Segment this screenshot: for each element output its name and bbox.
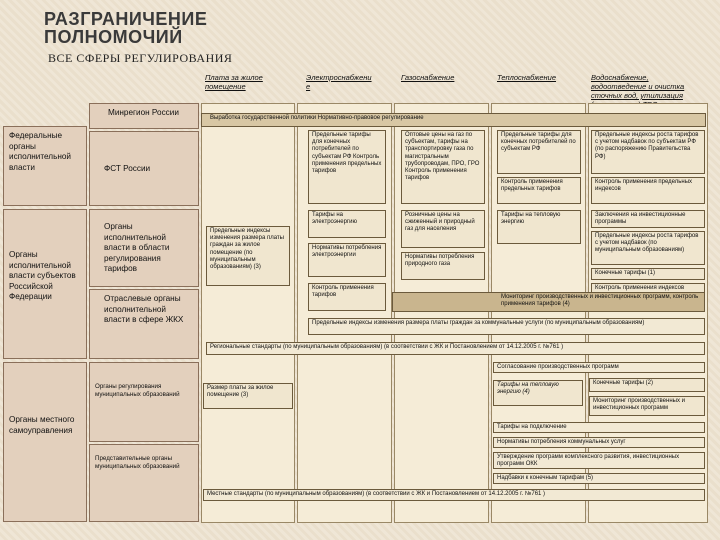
box-regional-gas-norms: Нормативы потребления природного газа bbox=[401, 252, 485, 280]
box-local-monitoring: Мониторинг производственных и инвестиционных программ bbox=[589, 396, 705, 416]
box-regional-electricity-tariffs: Тарифы на электроэнергию bbox=[308, 210, 386, 238]
box-regional-heat: Тарифы на тепловую энергию bbox=[497, 210, 581, 244]
box-regional-water-final: Конечные тарифы (1) bbox=[591, 268, 705, 280]
column-header-housing: Плата за жилое помещение bbox=[205, 73, 263, 91]
column-header-heat: Теплоснабжение bbox=[497, 73, 557, 82]
body-sectoral: Отраслевые органы исполнительной власти в сфере ЖКХ bbox=[89, 289, 199, 359]
body-minregion: Минрегион России bbox=[89, 103, 199, 129]
box-federal-heat: Предельные тарифы для конечных потребителей по субъектам РФ bbox=[497, 130, 581, 174]
label-federal: Федеральные органы исполнительной власти bbox=[3, 126, 87, 206]
box-regional-water-indexes: Предельные индексы роста тарифов с учетом надбавок (по муниципальным образованиям) bbox=[591, 231, 705, 265]
box-regional-water-control: Контроль применения индексов bbox=[591, 283, 705, 293]
box-utility-indexes: Предельные индексы изменения размера платы граждан за коммунальные услуги (по муниципальным образованиям) bbox=[308, 318, 705, 335]
body-fst: ФСТ России bbox=[89, 131, 199, 206]
box-regional-water-conclusions: Заключения на инвестиционные программы bbox=[591, 210, 705, 228]
label-regional: Органы исполнительной власти субъектов Российской Федерации bbox=[3, 209, 87, 359]
box-local-standards: Местные стандарты (по муниципальным образованиям) (в соответствии с ЖК и Постановлением от 14.12.2005 г. №761 ) bbox=[203, 489, 705, 501]
box-federal-water-control: Контроль применения предельных индексов bbox=[591, 177, 705, 204]
box-federal-water: Предельные индексы роста тарифов с учетом надбавок по субъектам РФ (по распоряжению Правительства РФ) bbox=[591, 130, 705, 174]
box-norms-utilities: Нормативы потребления коммунальных услуг bbox=[493, 437, 705, 448]
box-connection: Тарифы на подключение bbox=[493, 422, 705, 433]
body-regional-tariff: Органы исполнительной власти в области регулирования тарифов bbox=[89, 209, 199, 287]
page-subtitle: ВСЕ СФЕРЫ РЕГУЛИРОВАНИЯ bbox=[48, 51, 233, 65]
box-approval-programs: Согласование производственных программ bbox=[493, 362, 705, 373]
box-state-policy: Выработка государственной политики Нормативно-правовое регулирование bbox=[201, 113, 706, 127]
box-local-housing: Размер платы за жилое помещение (3) bbox=[203, 383, 293, 409]
box-regional-housing: Предельные индексы изменения размера платы граждан за жилое помещение (по муниципальным образованиям) (3) bbox=[206, 226, 290, 286]
box-regional-gas-retail: Розничные цены на сжиженный и природный газ для населения bbox=[401, 210, 485, 248]
box-regional-electricity-norms: Нормативы потребления электроэнергии bbox=[308, 243, 386, 277]
box-federal-gas: Оптовые цены на газ по субъектам, тарифы на транспортировку газа по магистральным трубопроводам, ПРО, ГРО Контроль применения тарифов bbox=[401, 130, 485, 204]
box-local-heat: Тарифы на тепловую энергию (4) bbox=[493, 380, 583, 406]
body-local-regulation: Органы регулирования муниципальных образований bbox=[89, 362, 199, 442]
box-monitoring: Мониторинг производственных и инвестиционных программ, контроль применения тарифов (4) bbox=[392, 292, 705, 312]
box-local-final: Конечные тарифы (2) bbox=[589, 378, 705, 392]
column-header-electricity: Электроснабжени е bbox=[306, 73, 372, 91]
box-approval-complex: Утверждение программ комплексного развития, инвестиционных программ ОКК bbox=[493, 452, 705, 469]
column-header-water: Водоснабжение, водоотведение и очистка сточных вод, утилизация bbox=[591, 73, 685, 100]
column-header-gas: Газоснабжение bbox=[401, 73, 455, 82]
box-federal-electricity: Предельные тарифы для конечных потребителей по субъектам РФ Контроль применения предельных тарифов bbox=[308, 130, 386, 204]
box-federal-heat-control: Контроль применения предельных тарифов bbox=[497, 177, 581, 204]
body-representative: Представительные органы муниципальных образований bbox=[89, 444, 199, 522]
box-regional-standards: Региональные стандарты (по муниципальным образованиям) (в соответствии с ЖК и Постановлением от 14.12.2005 г. №761 ) bbox=[206, 342, 705, 355]
column-housing bbox=[201, 103, 295, 523]
label-local: Органы местного самоуправления bbox=[3, 362, 87, 522]
page-title: РАЗГРАНИЧЕНИЕ ПОЛНОМОЧИЙ bbox=[44, 9, 208, 47]
box-surcharges: Надбавки к конечным тарифам (5) bbox=[493, 473, 705, 484]
box-regional-control-tariffs: Контроль применения тарифов bbox=[308, 283, 386, 311]
